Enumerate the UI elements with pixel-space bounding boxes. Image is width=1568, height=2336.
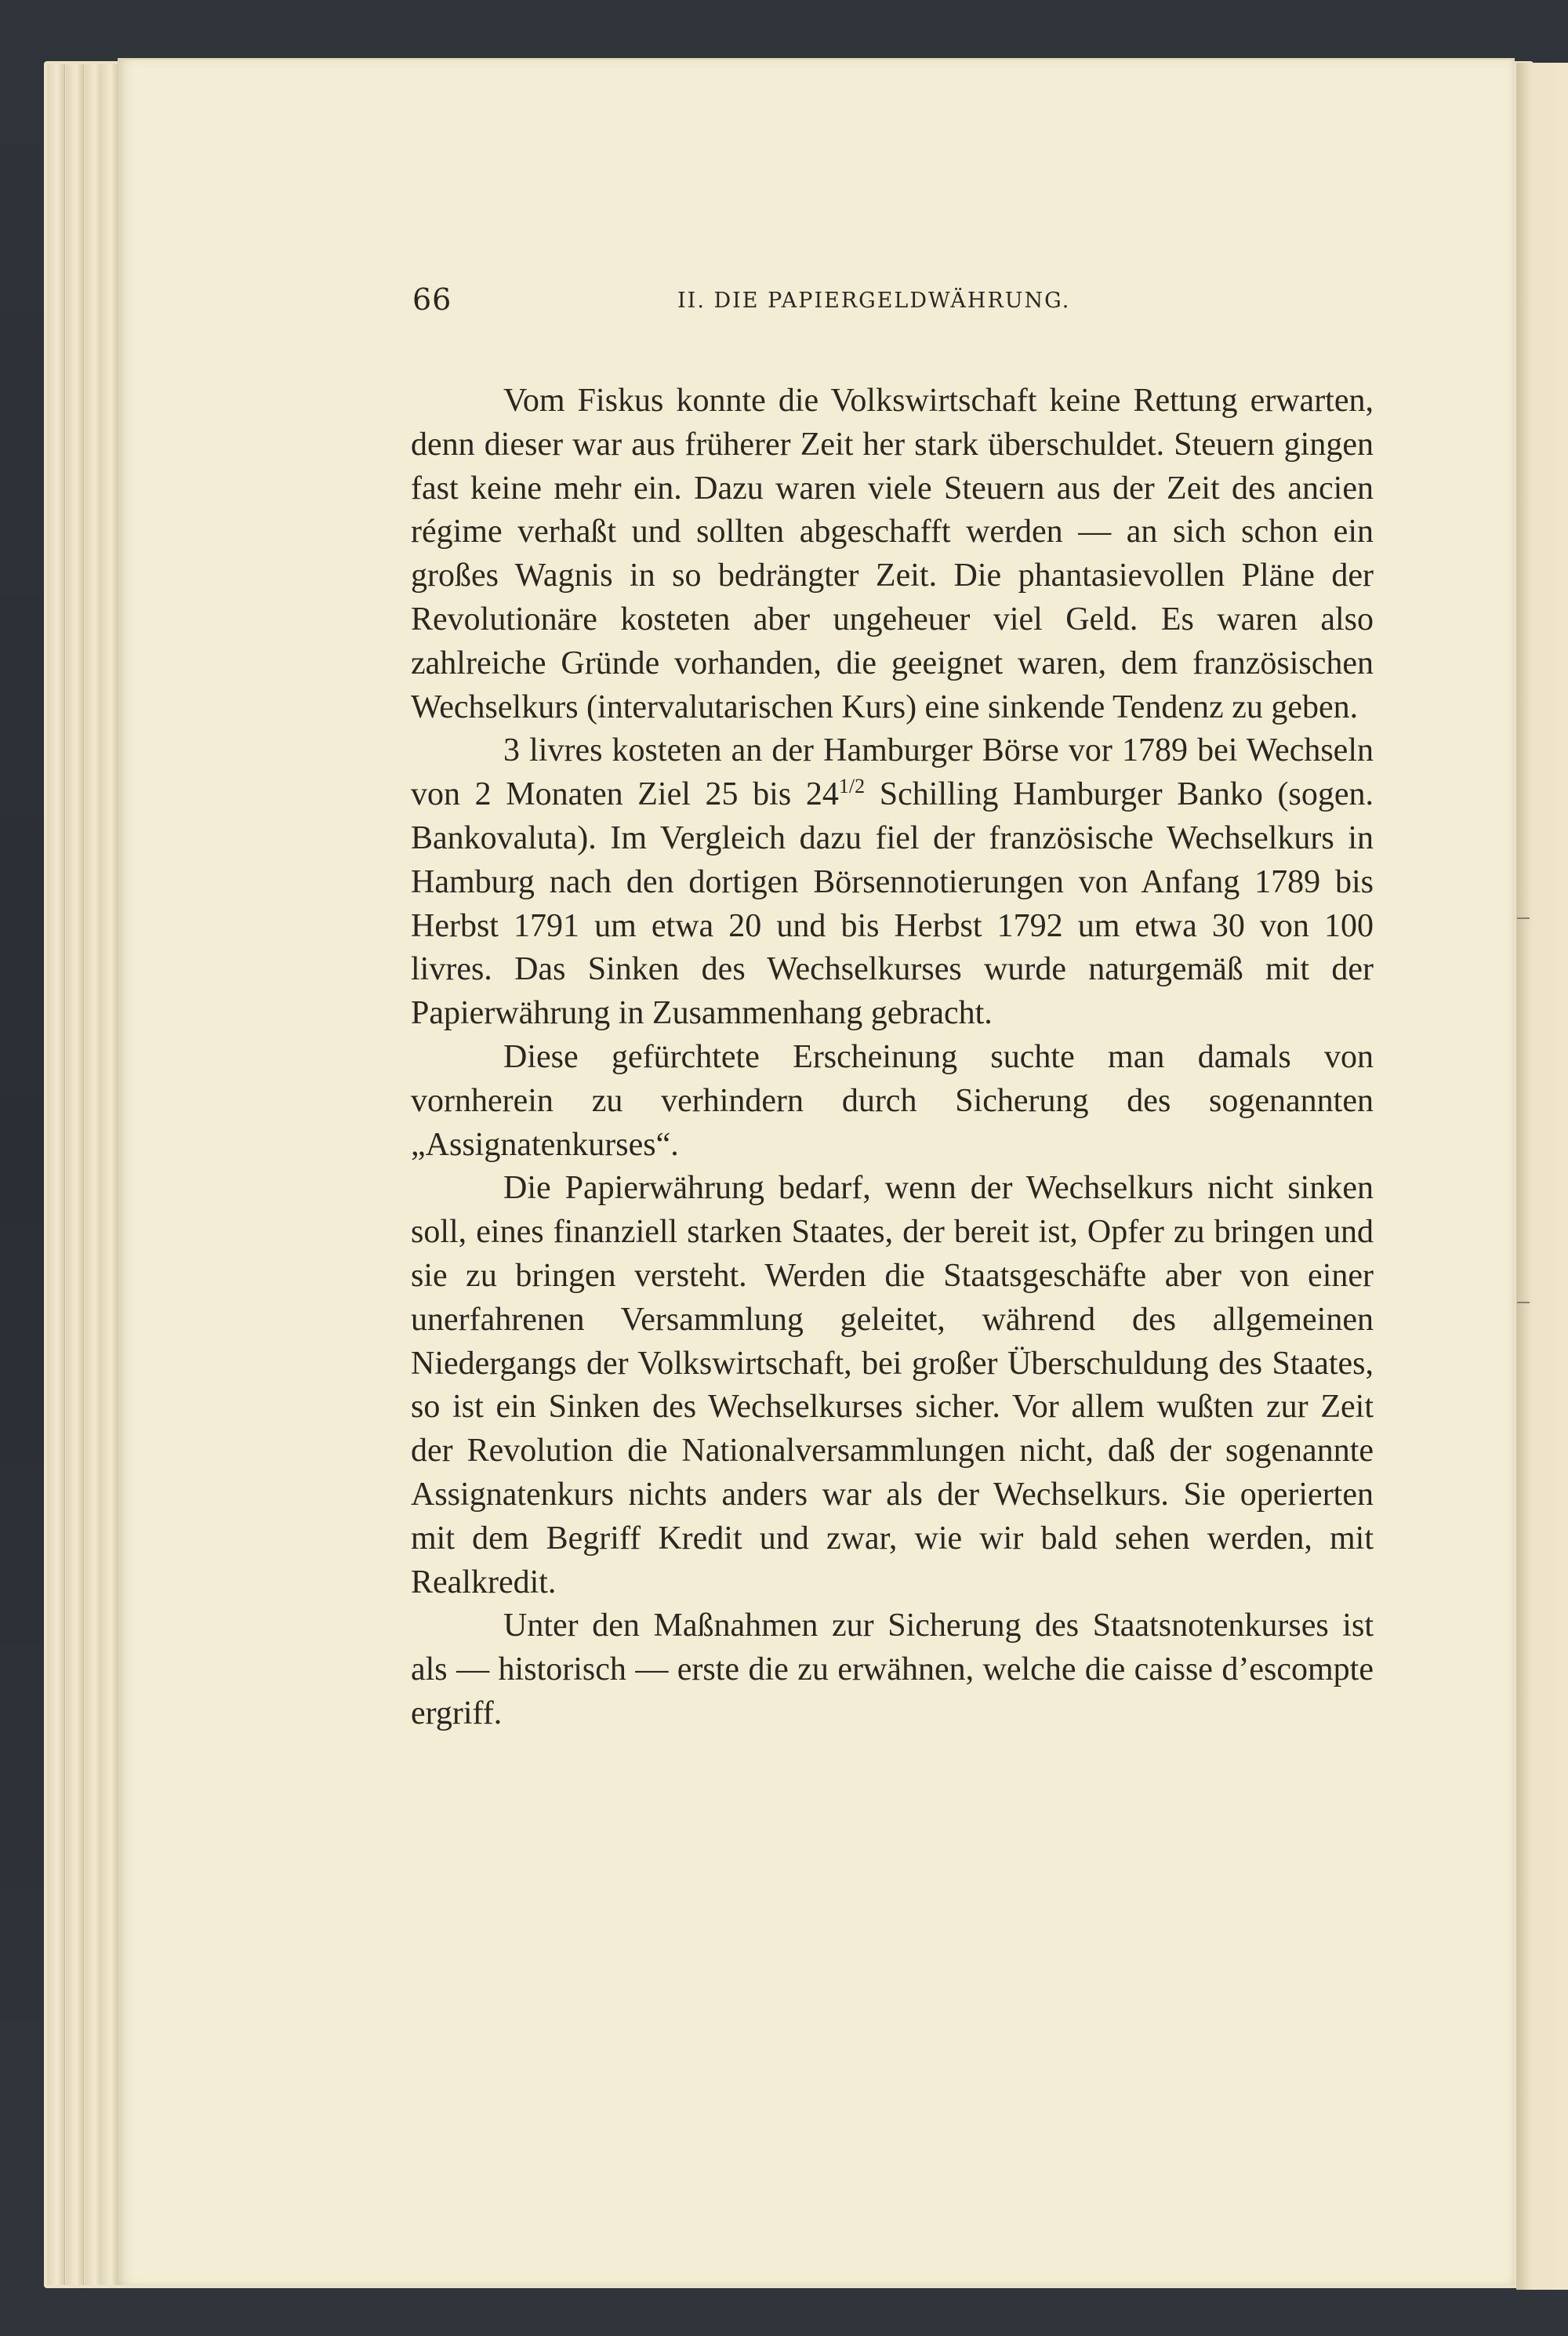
page-number: 66 <box>412 282 452 317</box>
facing-page-mark <box>1517 1302 1530 1303</box>
page-header <box>411 282 1374 329</box>
running-title: II. DIE PAPIERGELDWÄHRUNG. <box>677 289 1071 313</box>
paragraph-text: 3 livres kosteten an der Hamburger Börse vor 1789 bei Wechseln von 2 Monaten Ziel 25 bis 24 <box>411 732 1374 813</box>
page-edge <box>66 64 84 2285</box>
fraction: 1/2 <box>838 775 866 798</box>
paragraph: Vom Fiskus konnte die Volkswirtschaft keine Rettung erwarten, denn dieser war aus früherer Zeit her stark überschuldet. Steuern gingen fast keine mehr ein. Dazu waren viele Steuern aus der Zeit des ancien régime verhaßt und sollten abgeschafft werden — an sich schon ein großes Wagnis in so bedrängter Zeit. Die phantasievollen Pläne der Revolutionäre kosteten aber ungeheuer viel Geld. Es waren also zahlreiche Gründe vorhanden, die geeignet waren, dem französischen Wechselkurs (intervalutarischen Kurs) eine sinkende Tendenz zu geben. <box>411 383 1374 725</box>
paragraph-text: Schilling Hamburger Banko (sogen. Bankovaluta). Im Vergleich dazu fiel der französische Wechselkurs in Hamburg nach den dortigen Börsennotierungen von Anfang 1789 bis Herbst 1791 um etwa 20 und bis Herbst 1792 um etwa 30 von 100 livres. Das Sinken des Wechselkurses wurde naturgemäß mit der Papierwährung in Zusammenhang gebracht. <box>411 776 1374 1032</box>
body-text <box>411 380 1374 1736</box>
paragraph: Die Papierwährung bedarf, wenn der Wechselkurs nicht sinken soll, eines finanziell starken Staates, der bereit ist, Opfer zu bringen und sie zu bringen versteht. Werden die Staatsgeschäfte aber von einer unerfahrenen Versammlung geleitet, während des allgemeinen Niedergangs der Volkswirtschaft, bei großer Überschuldung des Staates, so ist ein Sinken des Wechselkurses sicher. Vor allem wußten zur Zeit der Revolution die Nationalversammlungen nicht, daß der sogenannte Assignatenkurs nichts anders war als der Wechselkurs. Sie operierten mit dem Begriff Kredit und zwar, wie wir bald sehen werden, mit Realkredit. <box>411 1170 1374 1600</box>
paragraph <box>411 729 1374 1036</box>
page-edge <box>100 64 118 2285</box>
facing-page-mark <box>1517 917 1530 919</box>
page-edge <box>47 64 65 2285</box>
facing-page-edge <box>1516 63 1568 2290</box>
paragraph: Diese gefürchtete Erscheinung suchte man damals von vornherein zu verhindern durch Sicherung des sogenannten „Assignatenkurses“. <box>411 1038 1374 1163</box>
paragraph: Unter den Maßnahmen zur Sicherung des Staatsnotenkurses ist als — historisch — erste die zu erwähnen, welche die caisse d’escompte ergriff. <box>411 1608 1374 1731</box>
page-content <box>411 282 1374 1736</box>
